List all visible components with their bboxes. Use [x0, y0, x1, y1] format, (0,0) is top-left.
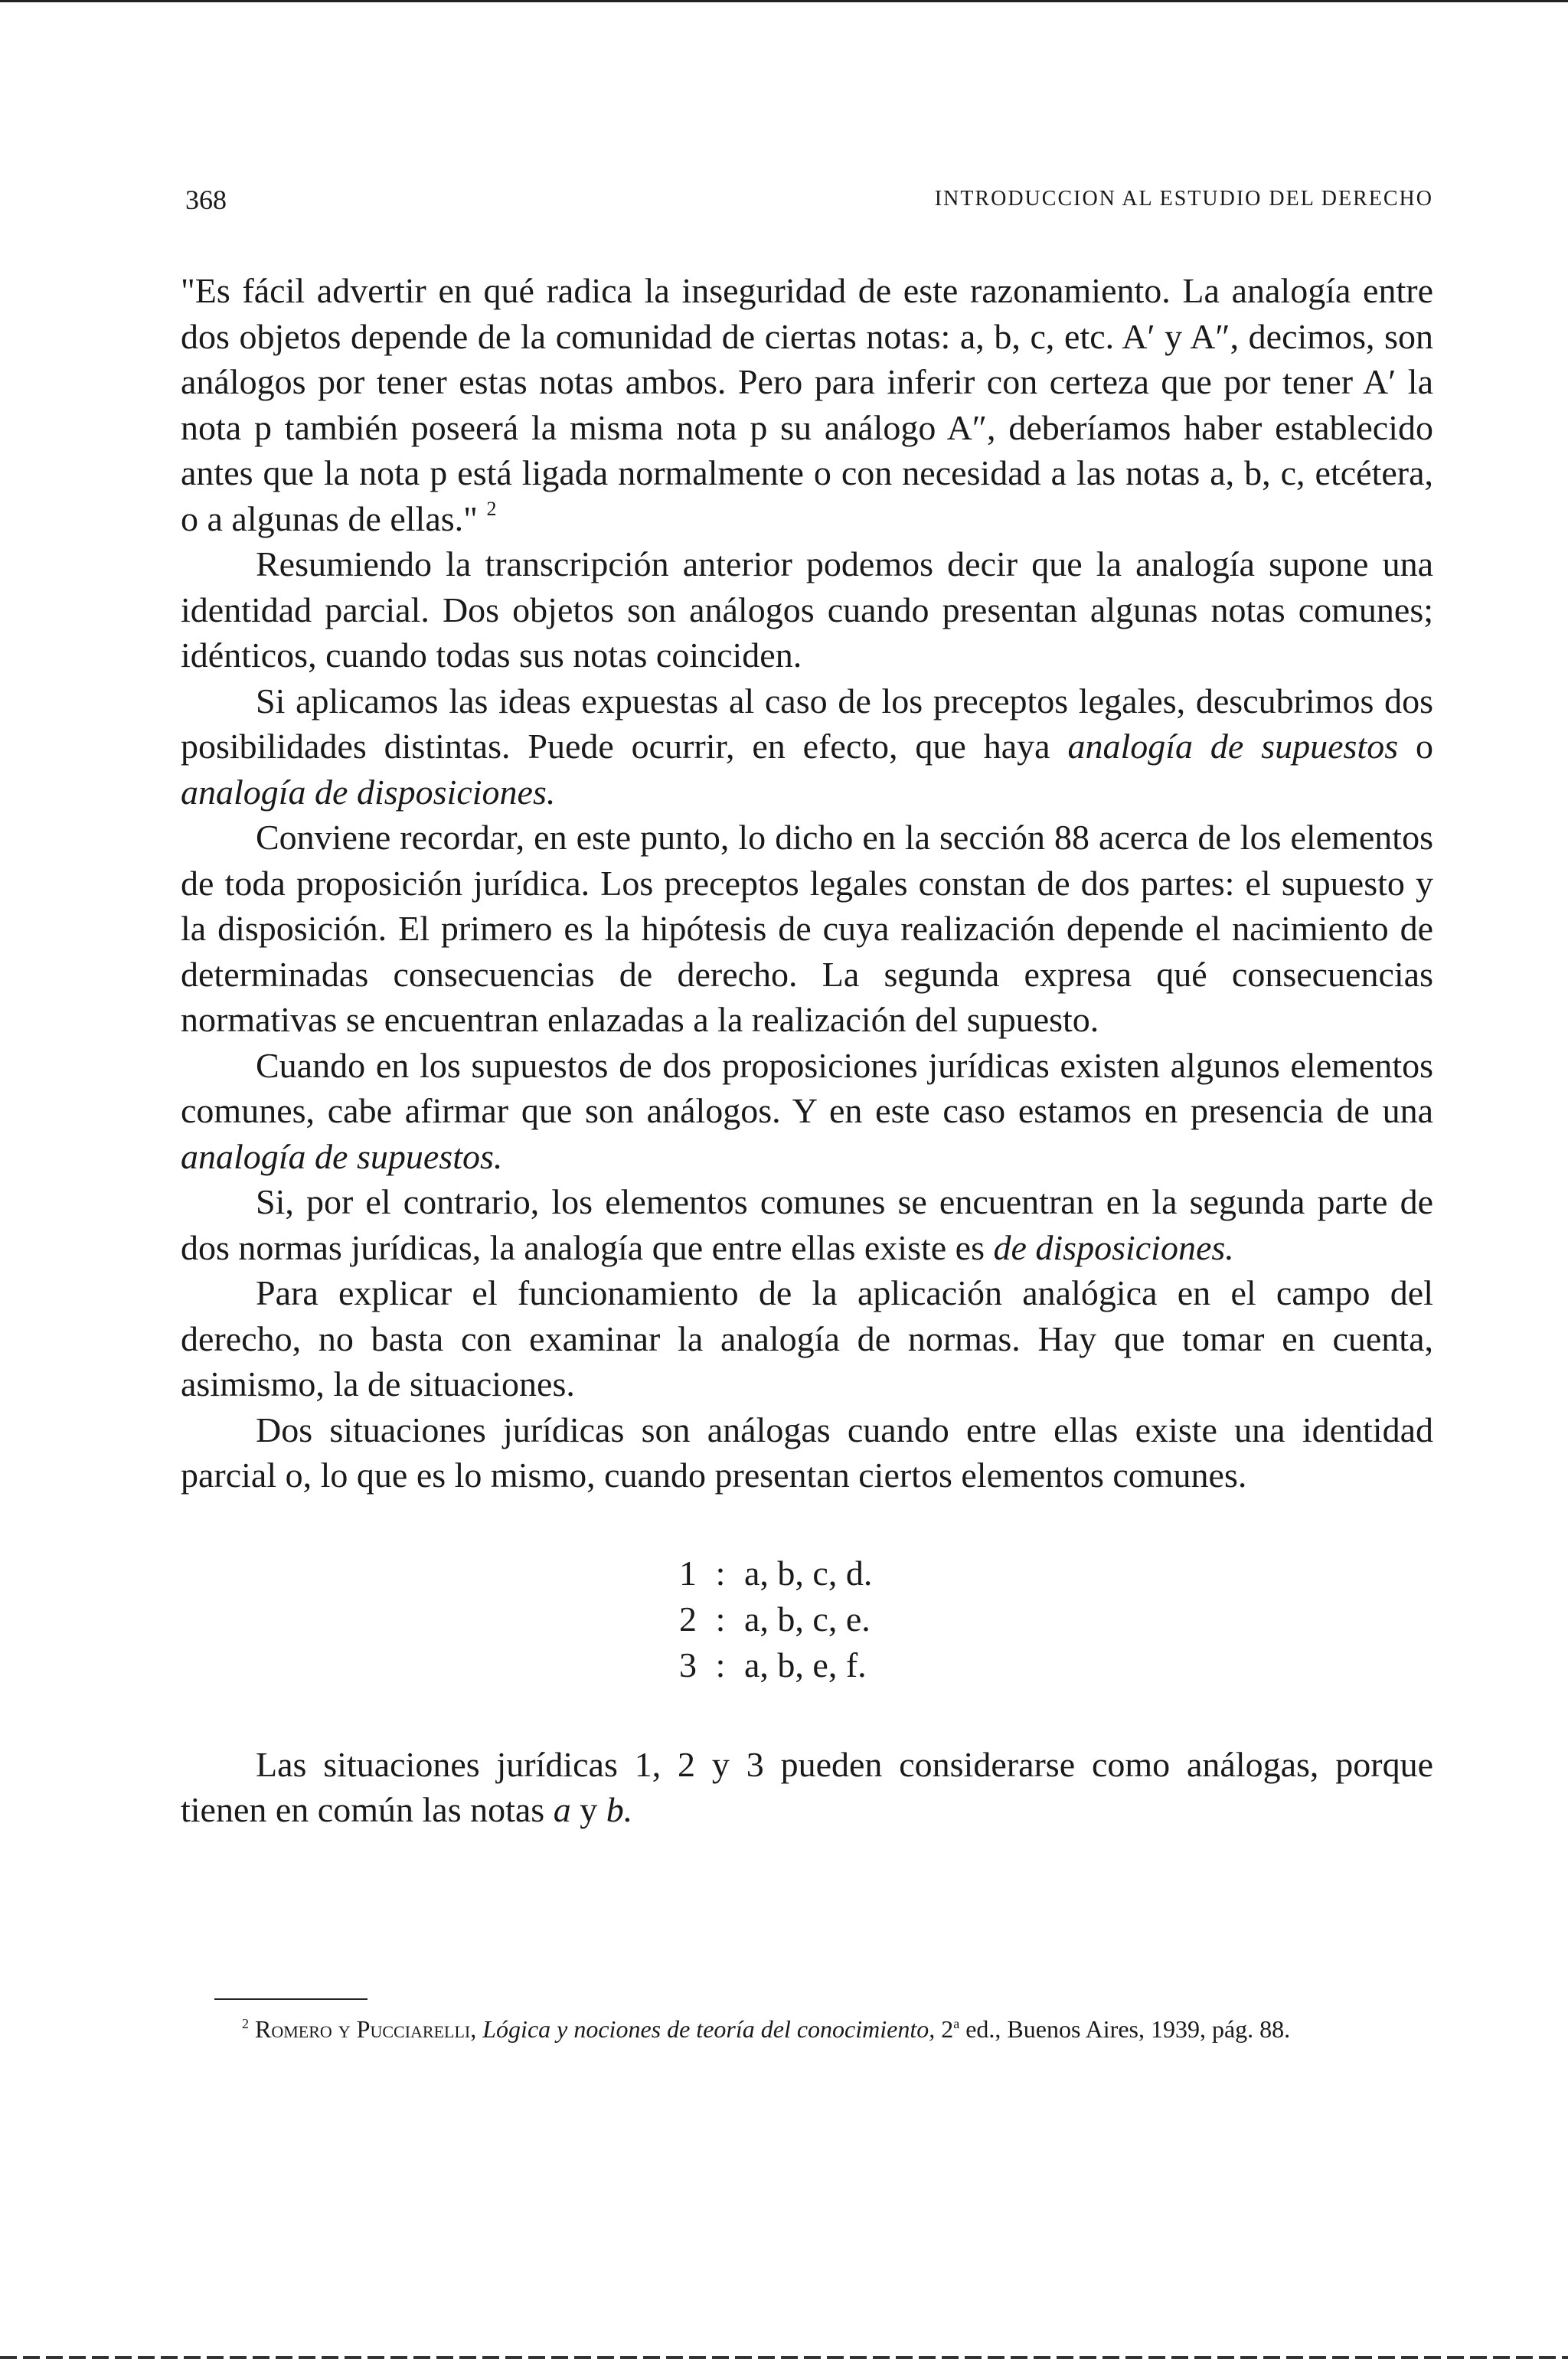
paragraph-precepts: Conviene recordar, en este punto, lo dicho en la sección 88 acerca de los elementos de toda proposición jurídica. Los preceptos legales constan de dos partes: el supuesto y la disposición. El primero es la hipótesis de cuya realización depende el nacimiento de determinadas consecuencias de derecho. La segunda expresa qué consecuencias normativas se encuentran enlazadas a la realización del supuesto. [181, 818, 1433, 1039]
text-segment: Si, por el contrario, los elementos comunes se encuentran en la segunda parte de dos normas jurídicas, la analogía que entre ellas existe es [181, 1182, 1433, 1267]
footnote-work-title: Lógica y nociones de teoría del conocimiento, [482, 2015, 936, 2043]
listing-number: 2 [679, 1599, 697, 1639]
body-text [181, 268, 1433, 1833]
listing-separator: : [715, 1645, 726, 1684]
listing-items: a, b, e, f. [744, 1645, 867, 1684]
italic-term: a [553, 1790, 571, 1829]
listing-separator: : [715, 1599, 726, 1639]
italic-term: b. [606, 1790, 633, 1829]
text-segment: y [580, 1790, 598, 1829]
text-segment: o [1416, 727, 1433, 766]
page-edge-top [0, 0, 1568, 2]
text-segment: Si aplicamos las ideas expuestas al caso de los preceptos legales, descubrimos dos posibilidades distintas. Puede ocurrir, en efecto, que haya [181, 681, 1433, 766]
paragraph-situaciones: Para explicar el funcionamiento de la aplicación analógica en el campo del derecho, no basta con examinar la analogía de normas. Hay que tomar en cuenta, asimismo, la de situaciones. [181, 1273, 1433, 1403]
page-number: 368 [185, 185, 227, 215]
footnote-authors: Romero y Pucciarelli, [255, 2015, 477, 2043]
listing-row [666, 1642, 1433, 1688]
text-segment: Cuando en los supuestos de dos proposiciones jurídicas existen algunos elementos comunes, cabe afirmar que son análogos. Y en este caso estamos en presencia de una [181, 1045, 1433, 1130]
listing-number: 3 [679, 1645, 697, 1684]
paragraph-summary: Resumiendo la transcripción anterior podemos decir que la analogía supone una identidad parcial. Dos objetos son análogos cuando presentan algunas notas comunes; idénticos, cuando todas sus notas coinciden. [181, 544, 1433, 675]
paragraph-quote [181, 268, 1433, 541]
page-edge-bottom [0, 2356, 1568, 2359]
quote-text: "Es fácil advertir en qué radica la inseguridad de este razonamiento. La analogía entre dos objetos depende de la comunidad de ciertas notas: a, b, c, etc. A′ y A″, decimos, son análogos por tener estas notas ambos. Pero para inferir con certeza que por tener A′ la nota p también poseerá la misma nota p su análogo A″, deberíamos haber establecido antes que la nota p está ligada normalmente o con necesidad a las notas a, b, c, etcétera, o a algunas de ellas." [181, 271, 1433, 538]
running-title: INTRODUCCION AL ESTUDIO DEL DERECHO [934, 187, 1433, 211]
paragraph-disposiciones [181, 1179, 1433, 1270]
footnote-edition: 2 [941, 2015, 954, 2043]
italic-term: analogía de supuestos. [181, 1136, 503, 1176]
footnote-edition-ordinal: a [953, 2016, 960, 2031]
footnote-reference: 2 [486, 497, 497, 520]
listing-row [666, 1596, 1433, 1642]
italic-term: analogía de disposiciones. [181, 772, 556, 812]
text-segment: Las situaciones jurídicas 1, 2 y 3 pueden considerarse como análogas, porque tienen en común las notas [181, 1744, 1433, 1829]
listing-items: a, b, c, d. [744, 1553, 873, 1593]
paragraph-identidad: Dos situaciones jurídicas son análogas cuando entre ellas existe una identidad parcial o, lo que es lo mismo, cuando presentan ciertos elementos comunes. [181, 1410, 1433, 1495]
footnote-entry [181, 2012, 1433, 2046]
italic-term: analogía de supuestos [1067, 727, 1399, 766]
paragraph-possibilities [181, 678, 1433, 815]
italic-term: de disposiciones. [993, 1227, 1234, 1267]
situations-listing [666, 1550, 1433, 1688]
paragraph-conclusion [181, 1742, 1433, 1833]
footnotes [181, 1998, 1433, 2046]
listing-separator: : [715, 1553, 726, 1593]
footnote-mark: 2 [242, 2016, 249, 2031]
listing-number: 1 [679, 1553, 697, 1593]
listing-items: a, b, c, e. [744, 1599, 871, 1639]
listing-row [666, 1550, 1433, 1596]
footnote-publication: ed., Buenos Aires, 1939, pág. 88. [959, 2015, 1291, 2043]
running-head [181, 184, 1433, 214]
paragraph-supuestos [181, 1043, 1433, 1180]
footnote-rule [214, 1998, 368, 2000]
